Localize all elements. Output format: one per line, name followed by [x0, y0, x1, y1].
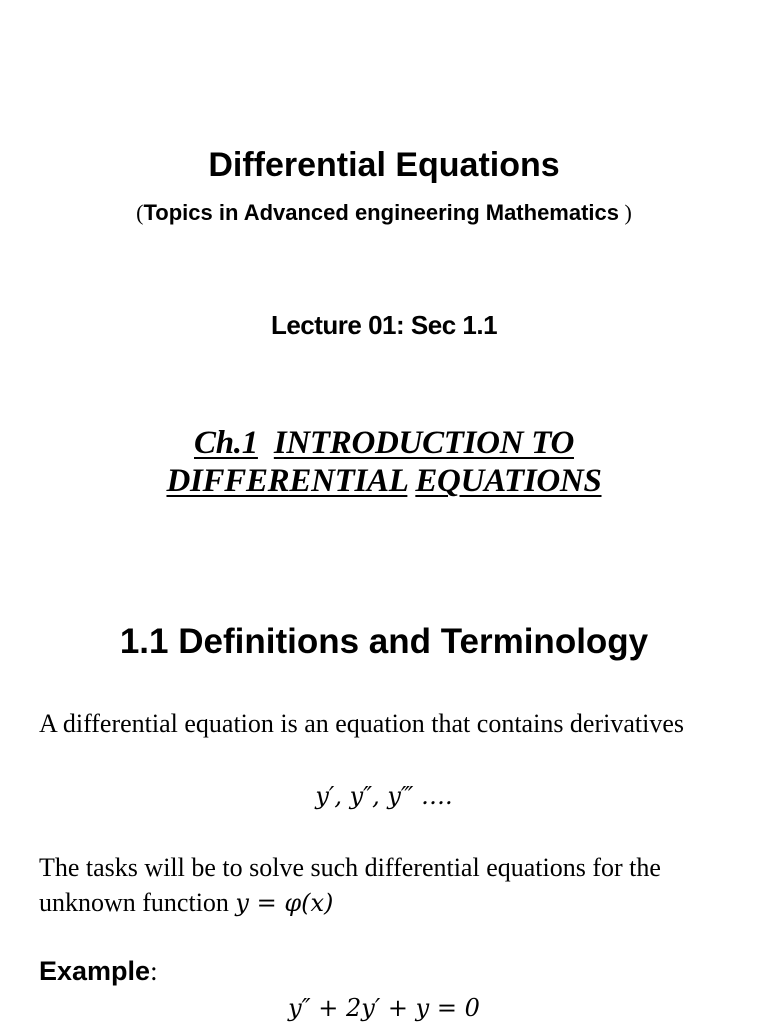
- definition-paragraph: A differential equation is an equation that contains derivatives: [39, 709, 684, 738]
- subtitle-open-paren: (: [136, 200, 144, 225]
- task-paragraph: [39, 850, 739, 921]
- example-label-colon: :: [150, 956, 158, 986]
- subtitle-text: Topics in Advanced engineering Mathematics: [143, 200, 620, 225]
- chapter-title-part-2: DIFFERENTIAL: [166, 463, 408, 499]
- unknown-function-expression: y = φ(x): [235, 889, 334, 917]
- lecture-label: Lecture 01: Sec 1.1: [270, 310, 498, 340]
- section-heading: 1.1 Definitions and Terminology: [119, 622, 649, 661]
- chapter-title-part-1: INTRODUCTION TO: [273, 425, 574, 461]
- chapter-line-1: [0, 424, 768, 462]
- derivatives-expression: y′, y″, y‴ ….: [315, 782, 453, 810]
- chapter-number: Ch.1: [194, 425, 258, 461]
- example-label-text: Example: [39, 956, 151, 986]
- example-label: [39, 956, 158, 987]
- example-equation: y″ + 2y′ + y = 0: [288, 994, 480, 1022]
- chapter-heading: [0, 424, 768, 500]
- chapter-title-part-3: EQUATIONS: [415, 463, 602, 499]
- subtitle: [0, 200, 768, 226]
- subtitle-close-paren: ): [619, 200, 632, 225]
- document-title: Differential Equations: [208, 146, 560, 184]
- chapter-line-2: [0, 462, 768, 500]
- task-paragraph-text: The tasks will be to solve such differential equations for the unknown function: [39, 853, 661, 917]
